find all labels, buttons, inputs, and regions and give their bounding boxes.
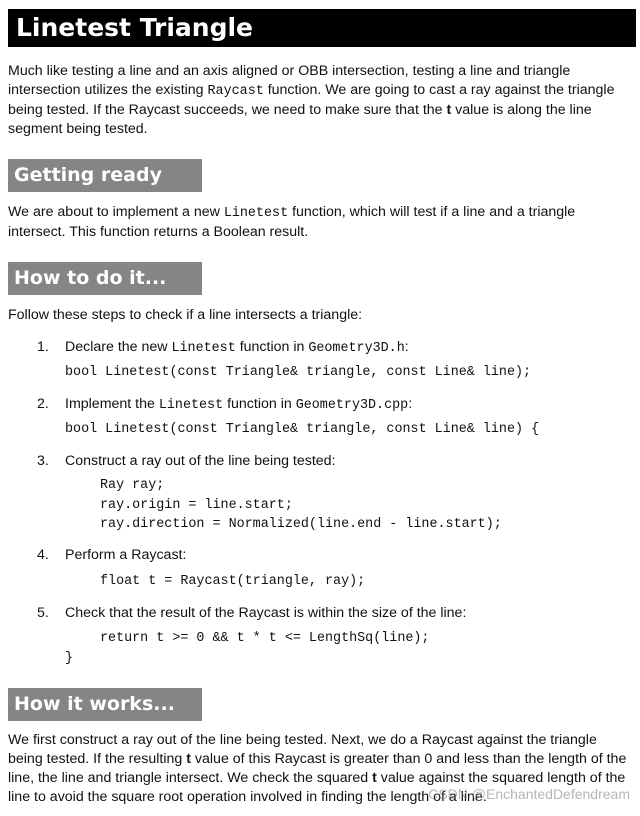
step-number: 2. [37,396,49,412]
step-text: Declare the new Linetest function in Geometry3D.h: [65,339,409,356]
step-text: Construct a ray out of the line being tested: [65,453,336,469]
how-to-lead: Follow these steps to check if a line intersects a triangle: [8,307,363,323]
code-line: } [65,651,74,666]
step-text: Check that the result of the Raycast is within the size of the line: [65,605,467,621]
getting-ready-text-2: function, which will test if a line and a triangle intersect. This function returns a Boolean result. [8,204,576,240]
intro-text-3: value is along the line segment being tested. [8,102,592,137]
getting-ready-text-1: We are about to implement a new [8,204,224,220]
code-line: bool Linetest(const Triangle& triangle, const Line& line) { [65,422,540,437]
intro-text-1: Much like testing a line and an axis aligned or OBB intersection, testing a line and triangle intersection utilizes the existing [8,63,571,98]
how-it-works-paragraph: We first construct a ray out of the line being tested. Next, we do a Raycast against the triangle being tested. If the resulting t value of this Raycast is greater than 0 and less than the length of the line, the line and triangle intersect. We check the squared t value against the squared length of the line to avoid the square root operation involved in finding the length of a line. [8,732,627,805]
intro-paragraph [8,62,632,139]
page-title: Linetest Triangle [8,9,636,47]
intro-bold-t: t [446,102,452,118]
getting-ready-code-linetest: Linetest [223,206,289,221]
step-number: 1. [37,339,49,355]
code-line: ray.origin = line.start; [100,498,293,513]
intro-text-2: function. We are going to cast a ray against the triangle being tested. If the Raycast succeeds, we need to make sure that the [8,82,615,118]
getting-ready-paragraph [8,203,632,242]
section-heading-how-it-works: How it works... [8,688,202,721]
section-heading-how-to: How to do it... [8,262,202,295]
watermark: CSDN @EnchantedDefendream [428,786,630,802]
step-number: 5. [37,605,49,621]
step-number: 4. [37,547,49,563]
step-text: Perform a Raycast: [65,547,187,563]
code-line: float t = Raycast(triangle, ray); [100,574,366,589]
step-text: Implement the Linetest function in Geometry3D.cpp: [65,396,413,413]
code-line: return t >= 0 && t * t <= LengthSq(line); [100,631,430,646]
code-line: Ray ray; [100,478,165,493]
code-line: bool Linetest(const Triangle& triangle, const Line& line); [65,365,532,380]
intro-code-raycast: Raycast [207,84,264,99]
code-line: ray.direction = Normalized(line.end - line.start); [100,517,502,532]
step-number: 3. [37,453,49,469]
section-heading-getting-ready: Getting ready [8,159,202,192]
